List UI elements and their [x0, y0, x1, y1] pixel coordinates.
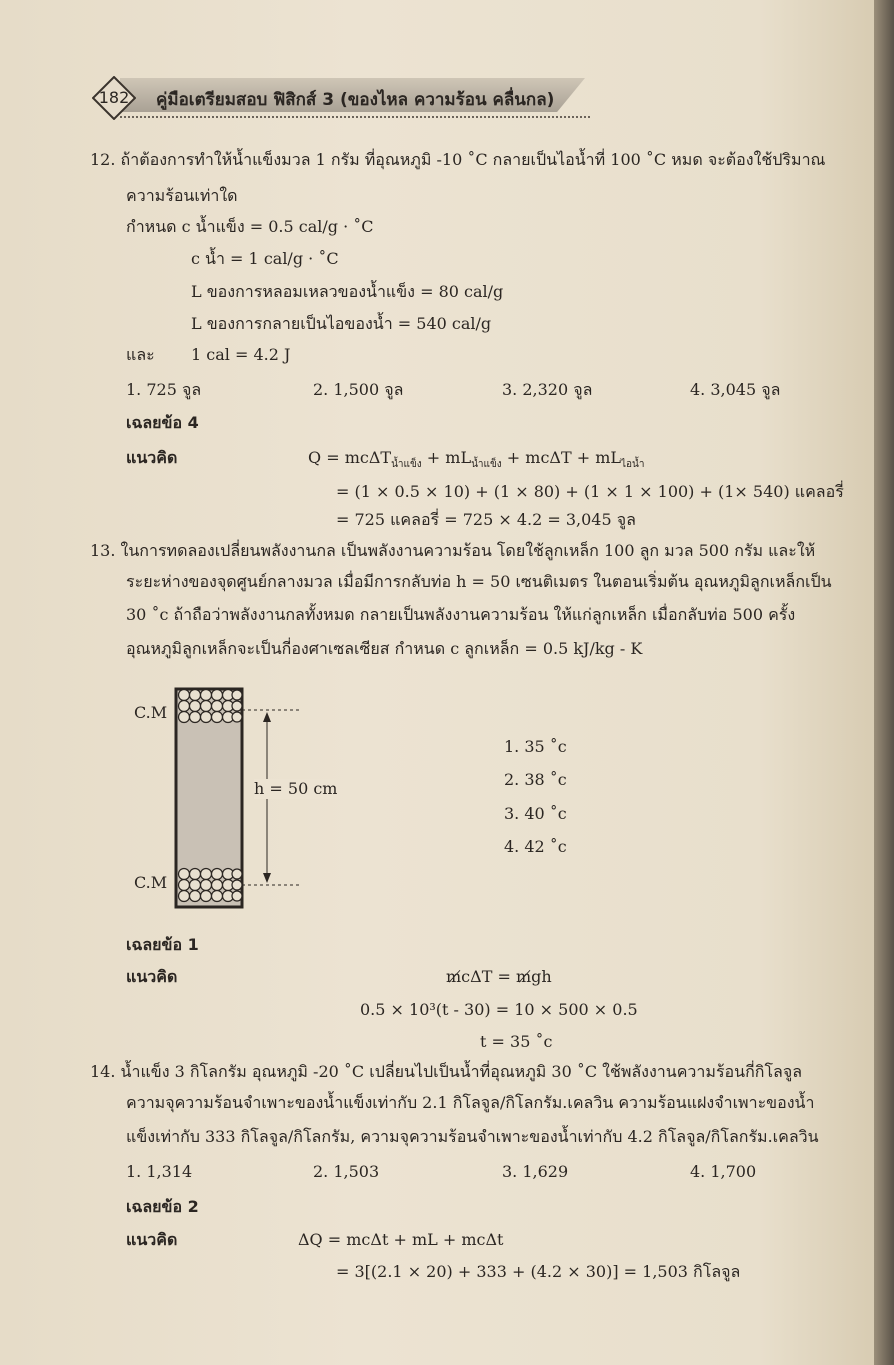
header-divider [120, 116, 590, 118]
q13-answer: เฉลยข้อ 1 [126, 935, 199, 954]
q13-text-4: อุณหภูมิลูกเหล็กจะเป็นกี่องศาเซลเซียส กำหนด c ลูกเหล็ก = 0.5 kJ/kg - K [126, 639, 643, 658]
q14-equation-1: ΔQ = mcΔt + mL + mcΔt [298, 1230, 504, 1249]
q14-method-label: แนวคิด [126, 1230, 178, 1249]
q13-text-1: 13. ในการทดลองเปลี่ยนพลังงานกล เป็นพลังงานความร้อน โดยใช้ลูกเหล็ก 100 ลูก มวล 500 กรัม และให้ [90, 541, 816, 560]
q14-text-2: ความจุความร้อนจำเพาะของน้ำแข็งเท่ากับ 2.1 กิโลจูล/กิโลกรัม.เคลวิน ความร้อนแฝงจำเพาะของน้ำ [126, 1093, 815, 1112]
page-number: 182 [98, 88, 130, 107]
q12-given-2: c น้ำ = 1 cal/g · ˚C [191, 249, 339, 268]
q12-equation-3: = 725 แคลอรี่ = 725 × 4.2 = 3,045 จูล [336, 510, 636, 529]
q14-answer: เฉลยข้อ 2 [126, 1197, 199, 1216]
q14-choice-3: 3. 1,629 [502, 1162, 569, 1181]
q14-equation-2: = 3[(2.1 × 20) + 333 + (4.2 × 30)] = 1,503 กิโลจูล [336, 1262, 741, 1281]
q12-given-3: L ของการหลอมเหลวของน้ำแข็ง = 80 cal/g [191, 282, 504, 301]
q12-method-label: แนวคิด [126, 448, 178, 467]
q14-choice-2: 2. 1,503 [313, 1162, 380, 1181]
q13-text-2: ระยะห่างของจุดศูนย์กลางมวล เมื่อมีการกลับท่อ h = 50 เซนติเมตร ในตอนเริ่มต้น อุณหภูมิลูกเหล็กเป็น [126, 572, 832, 591]
q14-text-1: 14. น้ำแข็ง 3 กิโลกรัม อุณหภูมิ -20 ˚C เปลี่ยนไปเป็นน้ำที่อุณหภูมิ 30 ˚C ใช้พลังงานความร้อนกี่กิโลจูล [90, 1062, 803, 1081]
q12-equation-2: = (1 × 0.5 × 10) + (1 × 80) + (1 × 1 × 100) + (1× 540) แคลอรี่ [336, 482, 844, 501]
tube-diagram [170, 685, 310, 913]
q14-text-3: แข็งเท่ากับ 333 กิโลจูล/กิโลกรัม, ความจุความร้อนจำเพาะของน้ำเท่ากับ 4.2 กิโลจูล/กิโลกรัม.เคลวิน [126, 1127, 819, 1146]
q12-and-label: และ [126, 345, 155, 364]
q13-text-3: 30 ˚c ถ้าถือว่าพลังงานกลทั้งหมด กลายเป็นพลังงานความร้อน ให้แก่ลูกเหล็ก เมื่อกลับท่อ 500 ครั้ง [126, 605, 796, 624]
q12-given-1: กำหนด c น้ำแข็ง = 0.5 cal/g · ˚C [126, 217, 374, 236]
q13-equation-2: 0.5 × 10³(t - 30) = 10 × 500 × 0.5 [360, 1000, 638, 1019]
q13-method-label: แนวคิด [126, 967, 178, 986]
q13-equation-3: t = 35 ˚c [480, 1032, 553, 1051]
book-binding-edge [874, 0, 894, 1365]
q12-text-1: 12. ถ้าต้องการทำให้น้ำแข็งมวล 1 กรัม ที่อุณหภูมิ -10 ˚C กลายเป็นไอน้ำที่ 100 ˚C หมด จะต้องใช้ปริมาณ [90, 150, 826, 169]
q12-equation-1: $Q = mc\Delta T_{น้ำแข็ง} + mL_{น้ำแข็ง} + mc\Delta T + mL_{ไอน้ำ}$ [308, 448, 645, 471]
height-label: h = 50 cm [254, 779, 338, 798]
cm-top-label: C.M [134, 703, 168, 722]
q13-equation-1: m̸cΔT = m̸gh [446, 967, 552, 986]
q12-answer: เฉลยข้อ 4 [126, 413, 199, 432]
q12-choice-4: 4. 3,045 จูล [690, 380, 781, 399]
q12-choice-3: 3. 2,320 จูล [502, 380, 593, 399]
header-title: คู่มือเตรียมสอบ ฟิสิกส์ 3 (ของไหล ความร้อน คลื่นกล) [156, 90, 555, 110]
q12-choice-1: 1. 725 จูล [126, 380, 202, 399]
q12-and-value: 1 cal = 4.2 J [191, 345, 291, 364]
q12-given-4: L ของการกลายเป็นไอของน้ำ = 540 cal/g [191, 314, 492, 333]
q13-choice-1: 1. 35 ˚c [504, 737, 567, 756]
q14-choice-1: 1. 1,314 [126, 1162, 193, 1181]
q14-choice-4: 4. 1,700 [690, 1162, 757, 1181]
page-header [90, 76, 590, 120]
q12-text-2: ความร้อนเท่าใด [126, 186, 238, 205]
q13-choice-2: 2. 38 ˚c [504, 770, 567, 789]
q12-choice-2: 2. 1,500 จูล [313, 380, 404, 399]
q13-choice-4: 4. 42 ˚c [504, 837, 567, 856]
cm-bottom-label: C.M [134, 873, 168, 892]
q13-choice-3: 3. 40 ˚c [504, 804, 567, 823]
